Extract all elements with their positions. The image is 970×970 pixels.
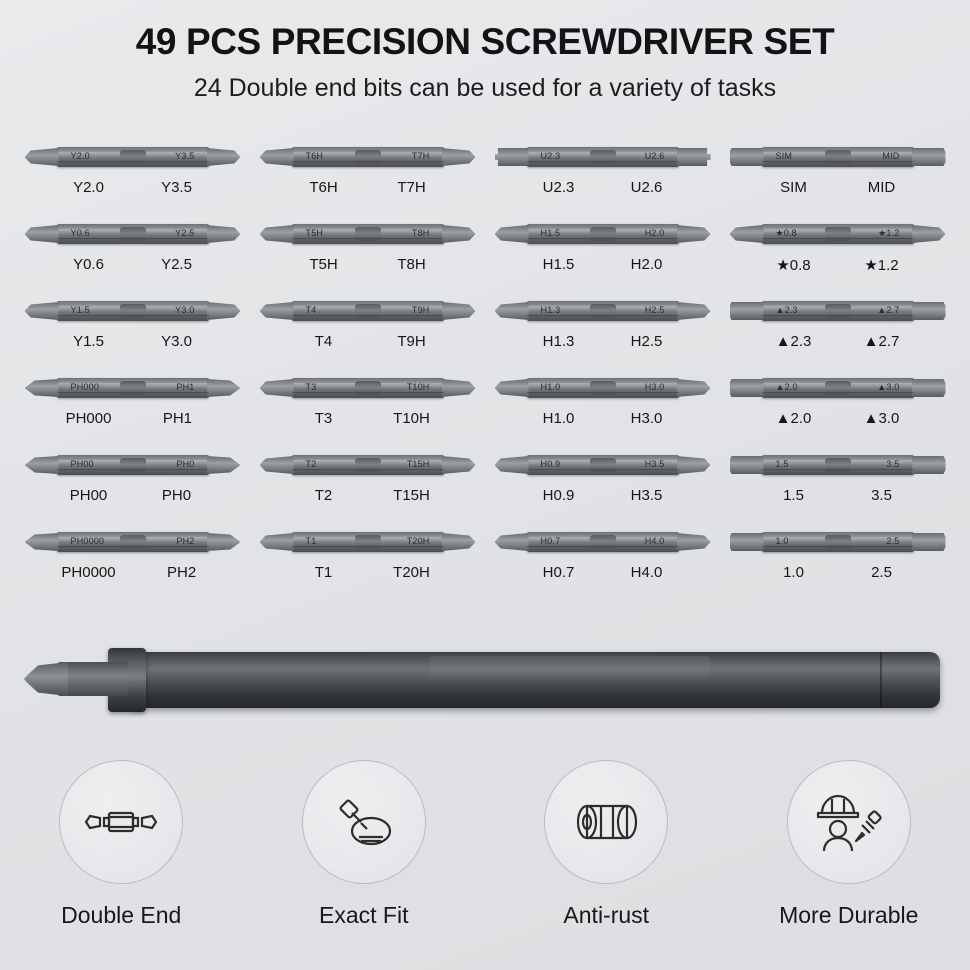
bit-waist — [590, 227, 616, 241]
bit-item — [18, 525, 247, 602]
bit-waist — [590, 535, 616, 549]
bit-shank — [527, 455, 679, 475]
bit-waist — [355, 381, 381, 395]
bit-item — [18, 371, 247, 448]
bit-labels — [723, 487, 952, 504]
handle-shaft — [58, 662, 128, 696]
bit-tip-left-icon — [730, 456, 764, 474]
bit-label-right: Y3.5 — [161, 179, 192, 196]
bit-shank — [762, 532, 914, 552]
bit-engraving-left: ▲2.0 — [775, 382, 798, 392]
bit-labels — [18, 410, 247, 427]
bit-label-right: H3.5 — [630, 487, 663, 504]
bit-engraving-right: 3.5 — [886, 459, 900, 469]
bit-label-right: T15H — [393, 487, 430, 504]
bit-waist — [120, 458, 146, 472]
bit-engraving-left: H1.3 — [540, 305, 561, 315]
bit-shank — [292, 378, 444, 398]
bit-shank — [57, 532, 209, 552]
bit-label-left: Y0.6 — [73, 256, 104, 273]
bit-engraving-right: T9H — [411, 305, 430, 315]
bit-engraving-right: ▲3.0 — [877, 382, 900, 392]
bit-item — [253, 371, 482, 448]
bit-tip-right-icon — [207, 148, 241, 166]
bit-labels — [18, 487, 247, 504]
bit-shank — [762, 224, 914, 244]
bit-waist — [590, 304, 616, 318]
bit-label-left: SIM — [780, 179, 807, 196]
bit-tip-right-icon — [207, 302, 241, 320]
bit-label-left: H1.3 — [542, 333, 575, 350]
bit-shank — [292, 224, 444, 244]
bit-waist — [825, 381, 851, 395]
bit-labels — [488, 333, 717, 350]
bit-shank — [57, 224, 209, 244]
bit-engraving-right: 2.5 — [886, 536, 900, 546]
bit-label-right: H3.0 — [630, 410, 663, 427]
worker-helmet-icon — [787, 760, 911, 884]
bit-label-left: H0.7 — [542, 564, 575, 581]
bit-waist — [120, 304, 146, 318]
bit-tip-left-icon — [25, 302, 59, 320]
bit-waist — [590, 150, 616, 164]
bit-label-left: ▲2.0 — [775, 410, 812, 427]
bit-label-right: H4.0 — [630, 564, 663, 581]
bit-label-right: T8H — [397, 256, 426, 273]
bit-labels — [253, 179, 482, 196]
bit-tip-left-icon — [495, 533, 529, 551]
bit-engraving-left: T5H — [305, 228, 324, 238]
bit-illustration — [253, 371, 482, 405]
bit-tip-left-icon — [260, 302, 294, 320]
handle-bit-tip — [24, 662, 68, 696]
bit-tip-left-icon — [495, 302, 529, 320]
bit-illustration — [253, 525, 482, 559]
bit-labels — [253, 256, 482, 273]
bit-labels — [18, 179, 247, 196]
bit-shank — [527, 378, 679, 398]
bit-engraving-right: Y3.0 — [175, 305, 195, 315]
bit-tip-left-icon — [260, 379, 294, 397]
bit-tip-left-icon — [25, 379, 59, 397]
bit-label-left: T6H — [309, 179, 338, 196]
bit-engraving-right: T8H — [411, 228, 430, 238]
bit-item — [488, 140, 717, 217]
bit-engraving-left: T1 — [305, 536, 317, 546]
bit-labels — [723, 333, 952, 350]
bit-item — [488, 448, 717, 525]
bit-tip-right-icon — [912, 148, 946, 166]
bit-label-left: H0.9 — [542, 487, 575, 504]
bit-label-left: T1 — [314, 564, 333, 581]
bit-engraving-right: Y2.5 — [175, 228, 195, 238]
feature-more-durable — [739, 760, 959, 929]
bit-label-left: 1.0 — [783, 564, 804, 581]
bit-shank — [762, 147, 914, 167]
bit-shank — [527, 532, 679, 552]
bit-tip-right-icon — [677, 302, 711, 320]
bit-engraving-left: T4 — [305, 305, 317, 315]
bit-illustration — [18, 217, 247, 251]
bit-tip-right-icon — [442, 456, 476, 474]
metal-tube-icon — [544, 760, 668, 884]
bit-label-right: T9H — [397, 333, 426, 350]
bit-tip-right-icon — [677, 225, 711, 243]
feature-double-end — [11, 760, 231, 929]
bit-shank — [762, 455, 914, 475]
bit-shank — [527, 224, 679, 244]
bit-label-left: Y2.0 — [73, 179, 104, 196]
bit-item — [18, 217, 247, 294]
bit-tip-left-icon — [260, 148, 294, 166]
handle-grip — [430, 656, 710, 704]
bit-engraving-left: ▲2.3 — [775, 305, 798, 315]
bit-item — [18, 294, 247, 371]
bit-engraving-left: 1.5 — [775, 459, 789, 469]
bit-shank — [292, 532, 444, 552]
bit-label-right: Y3.0 — [161, 333, 192, 350]
bit-label-left: PH0000 — [61, 564, 116, 581]
bit-waist — [590, 381, 616, 395]
bit-item — [253, 140, 482, 217]
bit-tip-left-icon — [25, 148, 59, 166]
bit-label-left: Y1.5 — [73, 333, 104, 350]
bit-engraving-right: H4.0 — [644, 536, 665, 546]
bit-waist — [355, 150, 381, 164]
bit-shank — [57, 147, 209, 167]
bit-label-right: PH2 — [167, 564, 197, 581]
bit-engraving-left: PH00 — [70, 459, 94, 469]
bit-item — [18, 140, 247, 217]
bit-engraving-left: H1.5 — [540, 228, 561, 238]
bit-item — [253, 525, 482, 602]
bit-tip-left-icon — [730, 379, 764, 397]
bit-tip-left-icon — [25, 225, 59, 243]
bits-grid — [18, 140, 952, 602]
bit-shank — [57, 378, 209, 398]
bit-engraving-left: H0.7 — [540, 536, 561, 546]
bit-tip-left-icon — [495, 379, 529, 397]
bit-label-left: T5H — [309, 256, 338, 273]
bit-tip-right-icon — [207, 225, 241, 243]
bit-labels — [253, 564, 482, 581]
bit-illustration — [18, 371, 247, 405]
bit-label-left: T4 — [314, 333, 333, 350]
page-title: 49 PCS PRECISION SCREWDRIVER SET — [135, 21, 835, 62]
bit-label-right: U2.6 — [630, 179, 663, 196]
bit-tip-left-icon — [25, 533, 59, 551]
feature-label: Anti-rust — [563, 902, 650, 928]
feature-exact-fit — [254, 760, 474, 929]
bit-waist — [120, 150, 146, 164]
bit-tip-right-icon — [677, 533, 711, 551]
bit-engraving-right: Y3.5 — [175, 151, 195, 161]
bit-tip-left-icon — [260, 456, 294, 474]
bit-shank — [292, 455, 444, 475]
bit-labels — [723, 564, 952, 581]
bit-tip-right-icon — [912, 533, 946, 551]
bit-engraving-right: H2.5 — [644, 305, 665, 315]
bit-illustration — [723, 448, 952, 482]
bit-item — [488, 294, 717, 371]
bit-illustration — [18, 525, 247, 559]
bit-engraving-right: PH1 — [176, 382, 195, 392]
bit-engraving-left: T2 — [305, 459, 317, 469]
screwdriver-handle-image — [0, 630, 970, 740]
handle-body — [130, 652, 940, 708]
feature-badges — [0, 760, 970, 929]
bit-item — [723, 294, 952, 371]
bit-engraving-left: T6H — [305, 151, 324, 161]
bit-engraving-left: T3 — [305, 382, 317, 392]
bit-labels — [488, 487, 717, 504]
bit-engraving-right: T10H — [406, 382, 430, 392]
bit-tip-right-icon — [442, 148, 476, 166]
bit-waist — [120, 535, 146, 549]
bit-label-right: H2.5 — [630, 333, 663, 350]
bit-illustration — [18, 294, 247, 328]
bit-tip-right-icon — [912, 379, 946, 397]
bit-label-right: ▲2.7 — [863, 333, 900, 350]
bit-tip-left-icon — [495, 456, 529, 474]
bit-waist — [825, 535, 851, 549]
bit-label-left: U2.3 — [542, 179, 575, 196]
bit-label-left: 1.5 — [783, 487, 804, 504]
feature-label: More Durable — [779, 902, 919, 928]
bit-label-left: H1.0 — [542, 410, 575, 427]
bit-engraving-right: H3.0 — [644, 382, 665, 392]
bit-illustration — [723, 140, 952, 174]
feature-label: Double End — [61, 902, 182, 928]
bit-labels — [253, 333, 482, 350]
bit-label-right: ★1.2 — [864, 257, 899, 274]
bit-tip-right-icon — [207, 533, 241, 551]
bit-tip-right-icon — [442, 533, 476, 551]
bit-waist — [355, 458, 381, 472]
bit-illustration — [488, 448, 717, 482]
bit-tip-right-icon — [207, 456, 241, 474]
bit-item — [488, 217, 717, 294]
bit-labels — [488, 564, 717, 581]
bit-shank — [57, 455, 209, 475]
bit-illustration — [253, 448, 482, 482]
bit-tip-right-icon — [207, 379, 241, 397]
page-subtitle: 24 Double end bits can be used for a variety of tasks — [193, 73, 777, 102]
feature-label: Exact Fit — [319, 902, 409, 928]
bit-engraving-left: H0.9 — [540, 459, 561, 469]
header — [0, 0, 970, 102]
bit-label-left: ★0.8 — [776, 257, 811, 274]
bit-waist — [355, 227, 381, 241]
bit-tip-left-icon — [730, 302, 764, 320]
bit-label-left: T3 — [314, 410, 333, 427]
bit-shank — [527, 301, 679, 321]
bit-illustration — [723, 525, 952, 559]
bit-engraving-left: Y0.6 — [70, 228, 90, 238]
bit-engraving-left: Y1.5 — [70, 305, 90, 315]
bit-engraving-right: H3.5 — [644, 459, 665, 469]
bit-engraving-left: PH000 — [70, 382, 100, 392]
bit-waist — [355, 535, 381, 549]
bit-engraving-right: T20H — [406, 536, 430, 546]
bit-label-right: PH1 — [162, 410, 193, 427]
bit-item — [488, 371, 717, 448]
bit-waist — [825, 227, 851, 241]
bit-illustration — [488, 140, 717, 174]
bit-label-left: ▲2.3 — [775, 333, 812, 350]
bit-shank — [292, 301, 444, 321]
bit-engraving-left: ★0.8 — [775, 228, 797, 238]
bit-tip-right-icon — [442, 225, 476, 243]
bit-labels — [253, 487, 482, 504]
bit-shank — [762, 301, 914, 321]
bit-tip-left-icon — [260, 225, 294, 243]
bit-waist — [590, 458, 616, 472]
bit-label-right: ▲3.0 — [863, 410, 900, 427]
bit-label-left: PH000 — [65, 410, 112, 427]
bit-tip-right-icon — [912, 302, 946, 320]
bit-item — [723, 217, 952, 294]
bit-label-right: T10H — [393, 410, 430, 427]
bit-illustration — [723, 371, 952, 405]
bit-labels — [488, 410, 717, 427]
bit-waist — [825, 304, 851, 318]
bit-labels — [723, 179, 952, 196]
bit-tip-left-icon — [495, 225, 529, 243]
bit-labels — [18, 333, 247, 350]
bit-tip-left-icon — [495, 148, 529, 166]
bit-engraving-right: ★1.2 — [878, 228, 900, 238]
bit-tip-right-icon — [912, 225, 946, 243]
bit-item — [488, 525, 717, 602]
bit-labels — [253, 410, 482, 427]
bit-tip-left-icon — [730, 533, 764, 551]
bit-tip-right-icon — [677, 456, 711, 474]
bit-label-right: 2.5 — [871, 564, 892, 581]
bit-labels — [488, 179, 717, 196]
bit-illustration — [488, 294, 717, 328]
bit-engraving-left: U2.3 — [540, 151, 561, 161]
bit-illustration — [488, 525, 717, 559]
bit-tip-left-icon — [260, 533, 294, 551]
bit-waist — [120, 227, 146, 241]
bit-illustration — [18, 448, 247, 482]
bit-item — [253, 294, 482, 371]
bit-label-right: H2.0 — [630, 256, 663, 273]
bit-engraving-right: PH0 — [176, 459, 195, 469]
bit-engraving-left: SIM — [775, 151, 793, 161]
bit-waist — [825, 150, 851, 164]
bit-engraving-left: Y2.0 — [70, 151, 90, 161]
bit-item — [253, 217, 482, 294]
bit-labels — [18, 256, 247, 273]
bit-tip-left-icon — [730, 225, 764, 243]
bit-labels — [488, 256, 717, 273]
bit-label-left: H1.5 — [542, 256, 575, 273]
bit-illustration — [723, 217, 952, 251]
bit-engraving-right: MID — [882, 151, 900, 161]
bit-label-right: MID — [867, 179, 896, 196]
bit-labels — [18, 564, 247, 581]
bit-label-right: Y2.5 — [161, 256, 192, 273]
bit-tip-right-icon — [442, 302, 476, 320]
bit-tip-right-icon — [677, 379, 711, 397]
bit-tip-left-icon — [730, 148, 764, 166]
bit-engraving-right: ▲2.7 — [877, 305, 900, 315]
bit-label-right: T20H — [393, 564, 430, 581]
feature-anti-rust — [496, 760, 716, 929]
bit-labels — [723, 256, 952, 274]
bit-waist — [825, 458, 851, 472]
bit-label-right: 3.5 — [871, 487, 892, 504]
bit-waist — [120, 381, 146, 395]
bit-item — [18, 448, 247, 525]
bit-engraving-left: PH0000 — [70, 536, 105, 546]
bit-illustration — [253, 294, 482, 328]
bit-waist — [355, 304, 381, 318]
bit-label-right: PH0 — [161, 487, 192, 504]
bit-shank — [292, 147, 444, 167]
bit-engraving-left: H1.0 — [540, 382, 561, 392]
bit-label-right: T7H — [397, 179, 426, 196]
bit-illustration — [488, 217, 717, 251]
bit-tip-right-icon — [677, 148, 711, 166]
bit-tip-right-icon — [442, 379, 476, 397]
bit-engraving-left: 1.0 — [775, 536, 789, 546]
bit-label-left: T2 — [314, 487, 333, 504]
bit-item — [723, 525, 952, 602]
bit-tip-left-icon — [25, 456, 59, 474]
bit-tip-right-icon — [912, 456, 946, 474]
bit-shank — [57, 301, 209, 321]
bit-item — [253, 448, 482, 525]
bit-labels — [723, 410, 952, 427]
bit-illustration — [253, 217, 482, 251]
bit-engraving-right: PH2 — [176, 536, 195, 546]
bit-item — [723, 448, 952, 525]
bit-engraving-right: T15H — [406, 459, 430, 469]
bit-illustration — [723, 294, 952, 328]
bit-illustration — [18, 140, 247, 174]
bit-illustration — [488, 371, 717, 405]
screwdriver-icon — [302, 760, 426, 884]
double-end-bit-icon — [59, 760, 183, 884]
bit-engraving-right: H2.0 — [644, 228, 665, 238]
bit-shank — [527, 147, 679, 167]
bit-engraving-right: U2.6 — [644, 151, 665, 161]
bit-shank — [762, 378, 914, 398]
bit-item — [723, 140, 952, 217]
bit-item — [723, 371, 952, 448]
bit-engraving-right: T7H — [411, 151, 430, 161]
bit-label-left: PH00 — [69, 487, 108, 504]
bit-illustration — [253, 140, 482, 174]
